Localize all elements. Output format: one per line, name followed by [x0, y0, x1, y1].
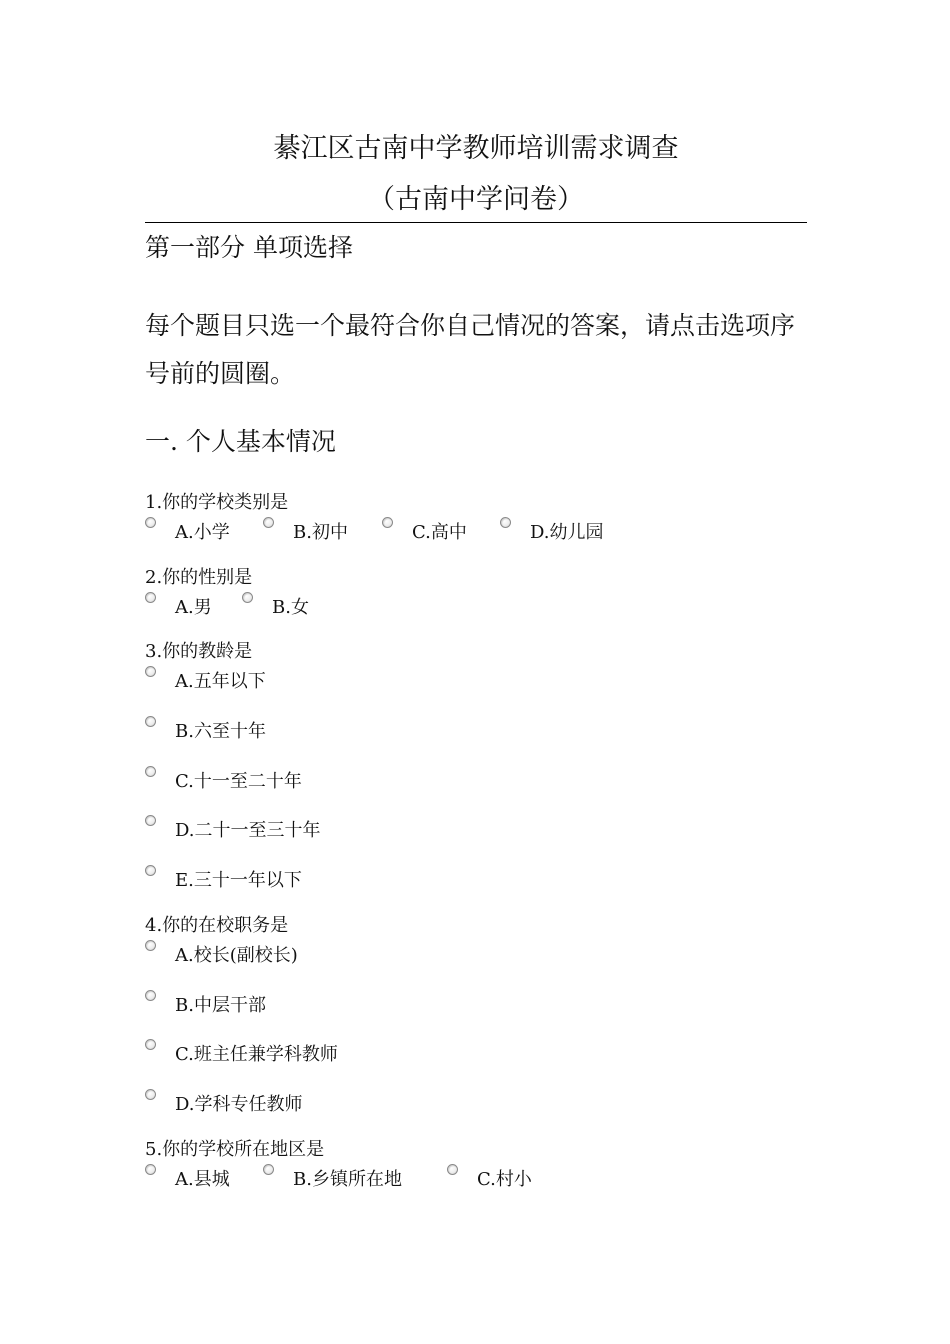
radio-icon[interactable] — [145, 815, 156, 826]
question-2-text: 2.你的性别是 — [145, 567, 253, 588]
title-divider — [145, 222, 807, 223]
radio-icon[interactable] — [145, 666, 156, 677]
radio-icon[interactable] — [382, 517, 393, 528]
radio-icon[interactable] — [145, 940, 156, 951]
survey-title: 綦江区古南中学教师培训需求调查 — [273, 133, 679, 164]
radio-icon[interactable] — [145, 1164, 156, 1175]
instructions: 每个题目只选一个最符合你自己情况的答案，请点击选项序号前的圆圈。 — [145, 311, 796, 388]
radio-icon[interactable] — [145, 592, 156, 603]
radio-icon[interactable] — [145, 865, 156, 876]
radio-icon[interactable] — [500, 517, 511, 528]
radio-icon[interactable] — [145, 990, 156, 1001]
radio-icon[interactable] — [145, 766, 156, 777]
radio-icon[interactable] — [263, 517, 274, 528]
radio-icon[interactable] — [242, 592, 253, 603]
question-4-text: 4.你的在校职务是 — [145, 915, 289, 936]
radio-icon[interactable] — [263, 1164, 274, 1175]
radio-icon[interactable] — [145, 1039, 156, 1050]
radio-icon[interactable] — [447, 1164, 458, 1175]
part-heading: 第一部分 单项选择 — [145, 233, 353, 262]
radio-icon[interactable] — [145, 716, 156, 727]
question-3-text: 3.你的教龄是 — [145, 641, 253, 662]
radio-icon[interactable] — [145, 1089, 156, 1100]
radio-icon[interactable] — [145, 517, 156, 528]
section-heading: 一. 个人基本情况 — [145, 427, 336, 456]
question-1-text: 1.你的学校类别是 — [145, 492, 289, 513]
survey-subtitle: （古南中学问卷） — [368, 184, 584, 215]
question-5-text: 5.你的学校所在地区是 — [145, 1139, 325, 1160]
